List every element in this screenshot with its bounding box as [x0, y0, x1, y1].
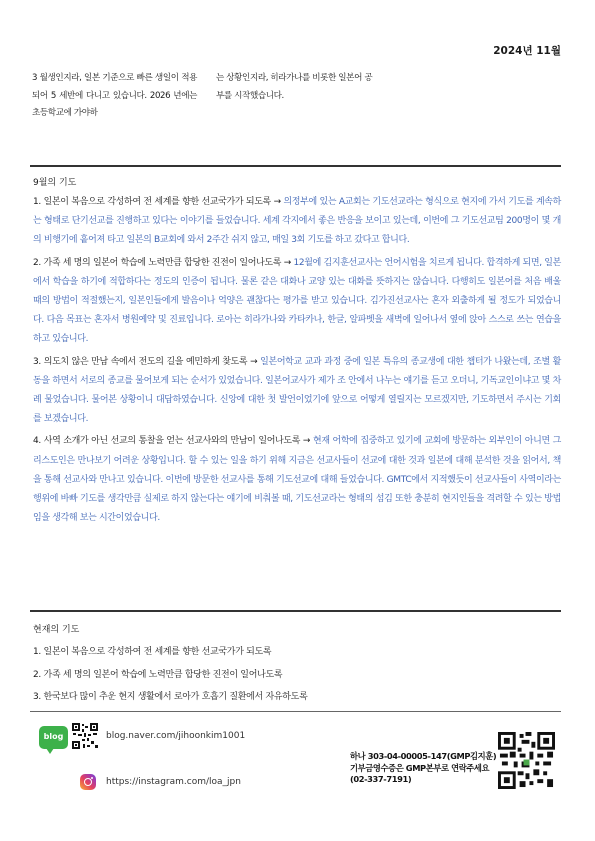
qr-code-icon — [72, 723, 98, 749]
document-date: 2024년 11월 — [493, 45, 561, 57]
current-prayer-item: 3. 한국보다 많이 추운 현지 생활에서 로아가 호흡기 질환에서 자유하도록 — [33, 692, 308, 702]
donation-info — [350, 751, 496, 786]
prayer-item-body: 일본어학교 교과 과정 중에 일본 특유의 종교생에 대한 챕터가 나왔는데, 조별 활동을 하면서 서로의 종교를 물어보게 되는 순서가 있었습니다. 일본어교사가 제가 조 안에서 나누는 얘기를 듣고 오더니, 기독교인이냐고 몇 차례 물었습니다. 물어본 상황이니 대답하였습니다. 신앙에 대한 첫 발언이었기에 앞으로 어떻게 열릴지는 모르겠지만, 기도하면서 주시는 기회를 보겠습니다. — [33, 356, 561, 425]
intro-left-column: 3 월생인지라, 일본 기준으로 빠른 생일이 적용되어 5 세반에 다니고 있습니다. 2026 년에는 초등학교에 가야하 — [32, 73, 197, 118]
prayer-item-3 — [33, 353, 561, 430]
bank-account: 하나 303-04-00005-147(GMP김지훈) — [350, 751, 497, 761]
section-title-prayers: 9월의 기도 — [33, 178, 77, 188]
blog-link[interactable]: blog.naver.com/jihoonkim1001 — [106, 731, 246, 741]
naver-blog-icon: blog — [39, 726, 68, 749]
prayer-list — [33, 193, 561, 528]
prayer-item-body: 의정부에 있는 A교회는 기도선교라는 형식으로 현지에 가서 기도를 계속하는 형태로 단기선교를 진행하고 있다는 이야기를 들었습니다. 세계 각지에서 좋은 반응을 보이고 있는데, 이번에 그 기도선교팀 200명이 몇 개의 비행기에 흩어져 타고 일본의 B교회에 와서 2주간 쉬지 않고, 매일 3회 기도를 하고 갔다고 합니다. — [33, 197, 561, 246]
divider — [30, 711, 561, 712]
prayer-item-2 — [33, 254, 561, 350]
prayer-item-head: 4. 사역 소개가 아닌 선교의 통찰을 얻는 선교사와의 만남이 일어나도록 → — [33, 436, 313, 447]
prayer-item-4 — [33, 432, 561, 528]
prayer-item-1 — [33, 193, 561, 251]
prayer-item-head: 1. 일본이 복음으로 각성하여 전 세계를 향한 선교국가가 되도록 → — [33, 197, 284, 207]
prayer-item-body: 12월에 김지훈선교사는 언어시험을 치르게 됩니다. 합격하게 되면, 일본에서 학습을 하기에 적합하다는 정도의 인증이 됩니다. 물론 같은 대화나 교양 있는 대화를 뜻하지는 않습니다. 다행히도 일본어를 처음 배울 때의 방법이 적절했는지, 일본인들에게 발음이나 억양은 괜찮다는 평가를 받고 있습니다. 김가진선교사는 혼자 외출하게 될 정도가 되었습니다. 다음 목표는 혼자서 병원예약 및 진료입니다. 로아는 히라가나와 카타카나, 한글, 알파벳을 새벽에 일어나서 옆에 앉아 스스로 쓰는 연습을 하고 있습니다. — [33, 257, 561, 345]
divider — [30, 165, 561, 167]
contact-phone: (02-337-7191) — [350, 774, 412, 784]
qr-code-icon — [498, 732, 555, 789]
divider — [30, 610, 561, 612]
section-title-current: 현재의 기도 — [33, 625, 80, 635]
prayer-item-head: 3. 의도치 않은 만남 속에서 전도의 길을 예민하게 찾도록 → — [33, 356, 261, 367]
current-prayer-item: 2. 가족 세 명의 일본어 학습에 노력만큼 합당한 진전이 일어나도록 — [33, 670, 283, 680]
current-prayer-item: 1. 일본이 복음으로 각성하여 전 세계를 향한 선교국가가 되도록 — [33, 647, 272, 657]
instagram-link[interactable]: https://instagram.com/loa_jpn — [106, 777, 241, 787]
instagram-icon — [80, 774, 96, 790]
receipt-note: 기부금영수증은 GMP본부로 연락주세요 — [350, 762, 490, 773]
prayer-item-body: 현재 어학에 집중하고 있기에 교회에 방문하는 외부인이 아니면 그리스도인은 만나보기 어려운 상황입니다. 할 수 있는 일을 하기 위해 지금은 선교사들이 선교에 대한 것과 일본에 대해 분석한 것을 읽어서, 책을 통해 선교사와 만나고 있습니다. 이번에 방문한 선교사를 통해 기도선교에 대해 들었습니다. GMTC에서 지적했듯이 선교사들이 사역이라는 행위에 바빠 기도를 생각만큼 실제로 하지 않는다는 얘기에 비춰볼 때, 기도선교라는 형태의 섬김 또한 충분히 현지인들을 격려할 수 있는 방법임을 생각해 보는 시간이었습니다. — [33, 436, 561, 524]
prayer-item-head: 2. 가족 세 명의 일본어 학습에 노력만큼 합당한 진전이 일어나도록 → — [33, 257, 294, 268]
intro-right-column: 는 상황인지라, 히라가나를 비롯한 일본어 공부를 시작했습니다. — [216, 73, 373, 101]
